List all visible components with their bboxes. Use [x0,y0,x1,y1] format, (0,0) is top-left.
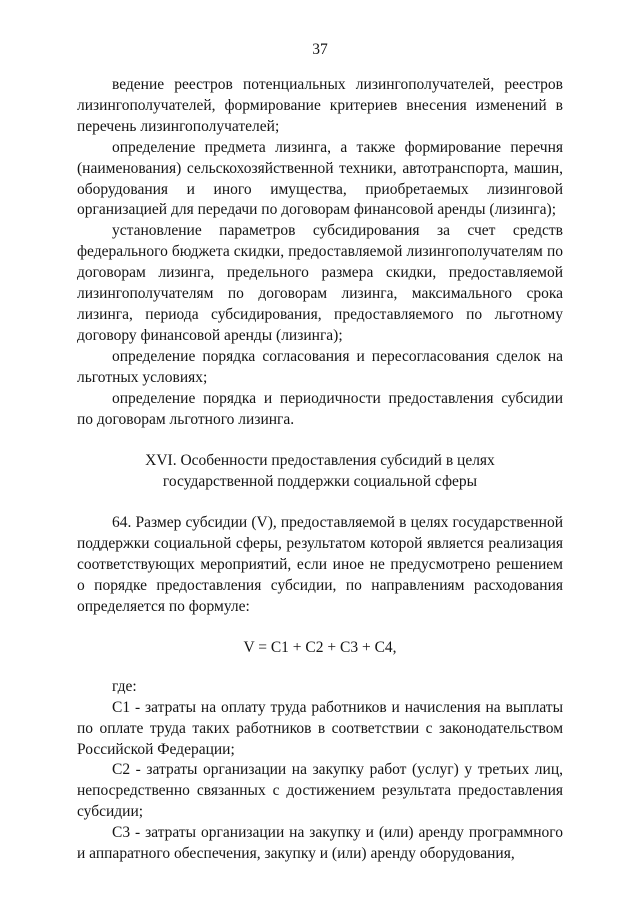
list-item: определение порядка согласования и пересогласования сделок на льготных условиях; [77,347,563,386]
page-number: 37 [312,41,328,58]
document-body [77,75,563,865]
list-item: определение порядка и периодичности предоставления субсидии по договорам льготного лизинга. [77,389,563,428]
definition-item: C3 - затраты организации на закупку и (или) аренду программного и аппаратного обеспечения, закупку и (или) аренду оборудования, [77,824,563,863]
definition-item: C2 - затраты организации на закупку работ (услуг) у третьих лиц, непосредственно связанных с достижением результата предоставления субсидии; [77,761,563,821]
list-item: определение предмета лизинга, а также формирование перечня (наименования) сельскохозяйственной техники, автотранспорта, машин, оборудования и иного имущества, приобретаемых лизинговой организацией для передачи по договорам финансовой аренды (лизинга); [77,138,563,219]
section-heading: XVI. Особенности предоставления субсидий в целях государственной поддержки социальной сферы [145,452,495,491]
list-item: ведение реестров потенциальных лизингополучателей, реестров лизингополучателей, формирование критериев внесения изменений в перечень лизингополучателей; [77,76,563,135]
clause-paragraph: 64. Размер субсидии (V), предоставляемой в целях государственной поддержки социальной сферы, результатом которой является реализация соответствующих мероприятий, если иное не предусмотрено решением о порядке предоставления субсидии, по направлениям расходования определяется по формуле: [77,514,563,616]
definition-item: C1 - затраты на оплату труда работников и начисления на выплаты по оплате труда таких работников в соответствии с законодательством Российской Федерации; [77,698,563,758]
formula: V = C1 + C2 + C3 + C4, [243,638,397,656]
list-item: установление параметров субсидирования за счет средств федерального бюджета скидки, предоставляемой лизингополучателям по договорам лизинга, предельного размера скидки, предоставляемой лизингополучателям по договорам лизинга, максимального срока лизинга, периода субсидирования, предоставляемого по льготному договору финансовой аренды (лизинга); [77,222,563,344]
where-label: где: [112,677,137,695]
